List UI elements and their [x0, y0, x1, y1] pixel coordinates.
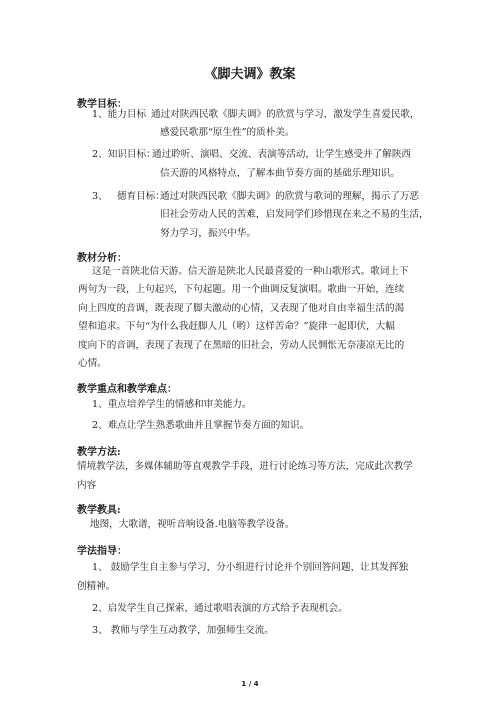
heading-teaching-goals: 教学目标：	[77, 99, 127, 110]
analysis-line-6: 心情。	[78, 358, 107, 369]
heading-key-points: 教学重点和教学难点：	[77, 384, 177, 395]
moral-goal-label: 德育目标：	[117, 191, 165, 202]
study-item-1-line-2: 创精神。	[77, 581, 116, 592]
page-number: 1 / 4	[241, 680, 259, 688]
analysis-line-5: 度向下的音调，表现了表现了在黑暗的旧社会，劳动人民惆怅无奈凄凉无比的	[78, 340, 405, 351]
analysis-line-1: 这是一首陕北信天游。信天游是陕北人民最喜爱的一种山歌形式。歌词上下	[92, 266, 409, 277]
methods-line-1: 情境教学法，多媒体辅助等直观教学手段，进行讨论练习等方法，完成此次教学	[77, 461, 413, 472]
moral-goal-line-3: 努力学习，振兴中华。	[160, 228, 256, 239]
moral-goal-line-1: 通过对陕西民歌《脚夫调》的欣赏与歌词的理解，揭示了万恶	[160, 191, 420, 202]
moral-goal-number: 3、	[92, 191, 108, 202]
ability-goal-label: 1、能力目标	[92, 109, 147, 120]
ability-goal-line-1: 通过对陕西民歌《脚夫调》的欣赏与学习，激发学生喜爱民歌，	[151, 109, 420, 120]
knowledge-goal-line-2: 信天游的风格特点，了解本曲节奏方面的基础乐理知识。	[160, 168, 400, 179]
tools-text: 地图，大歌谱，视听音响设备.电脑等教学设备。	[90, 519, 295, 530]
heading-teaching-methods: 教学方法:	[77, 447, 121, 458]
key-point-item-1: 1、重点培养学生的情感和审美能力。	[92, 399, 252, 410]
study-item-3: 3、 教师与学生互动教学，加强师生交流。	[92, 625, 274, 636]
methods-line-2: 内容	[77, 480, 97, 491]
document-title: 《脚夫调》教案	[204, 67, 296, 82]
analysis-line-3: 向上四度的音调，既表现了脚夫激动的心情，又表现了他对自由幸福生活的渴	[78, 303, 405, 314]
heading-teaching-tools: 教学教具:	[77, 505, 121, 516]
knowledge-goal-line-1: 通过聆听、演唱、交流、表演等活动，让学生感受并了解陕西	[152, 149, 412, 160]
ability-goal-line-2: 感爱民歌那“原生性”的质朴美。	[160, 127, 295, 138]
study-item-1-line-1: 1、 鼓励学生自主参与学习，分小组进行讨论并个别回答问题，让其发挥独	[92, 562, 409, 573]
analysis-line-4: 望和追求。下句“为什么我赶脚人儿（哟）这样苦命？”旋律一起即伏，大幅	[78, 321, 395, 332]
heading-study-guidance: 学法指导：	[77, 546, 127, 557]
analysis-line-2: 两句为一段，上句起兴，下句起题。用一个曲调反复演唱。歌曲一开始，连续	[78, 284, 405, 295]
study-item-2: 2、启发学生自己探索，通过歌唱表演的方式给予表现机会。	[92, 603, 348, 614]
heading-material-analysis: 教材分析：	[77, 253, 127, 264]
knowledge-goal-label: 2、知识目标：	[92, 149, 156, 160]
moral-goal-line-2: 旧社会劳动人民的苦难，启发同学们珍惜现在来之不易的生活，	[160, 209, 429, 220]
key-point-item-2: 2、难点让学生熟悉歌曲并且掌握节奏方面的知识。	[92, 420, 310, 431]
